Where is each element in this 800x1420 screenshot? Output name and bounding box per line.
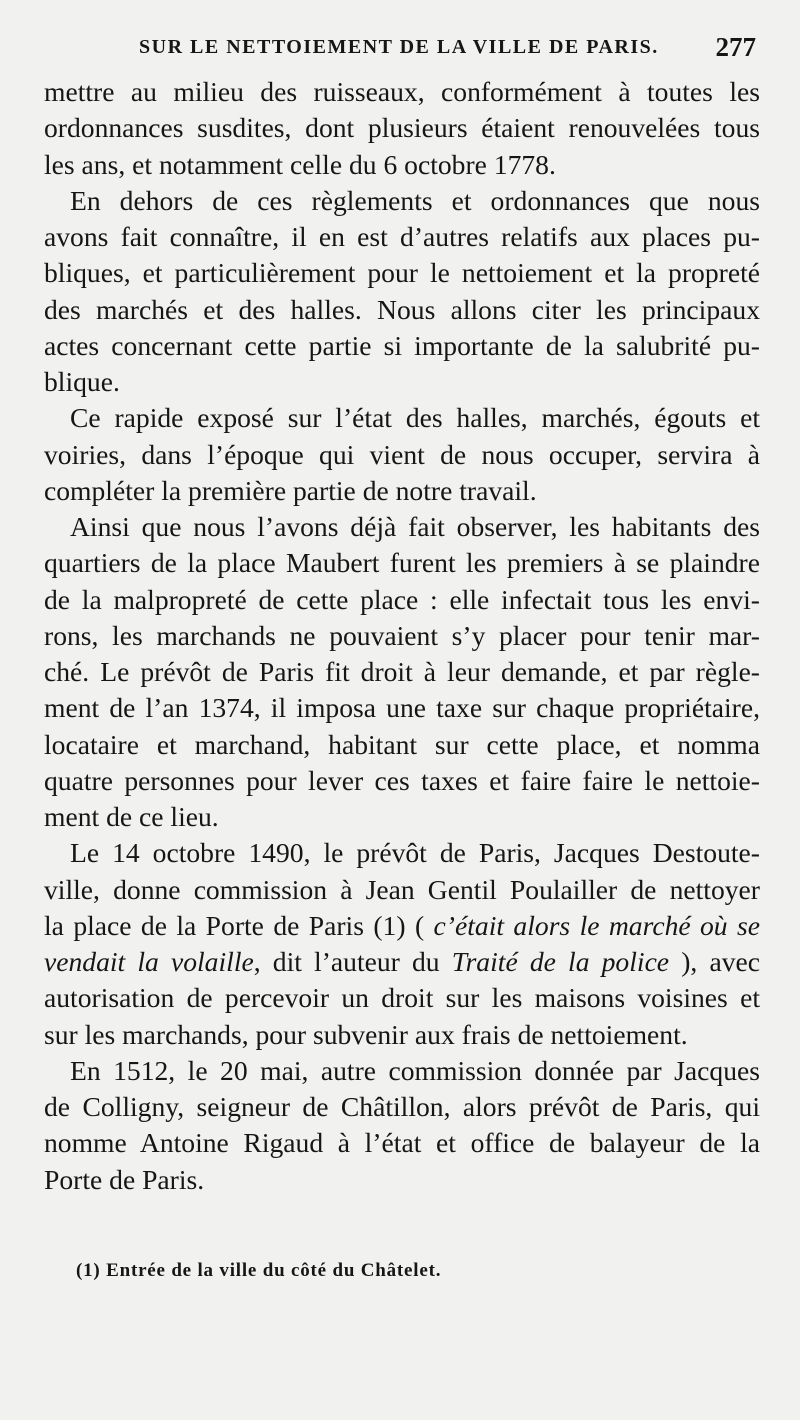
text-line: voiries, dans l’époque qui vient de nous occuper, servira à <box>44 438 760 470</box>
page-number: 277 <box>715 32 756 62</box>
text-line: ché. Le prévôt de Paris fit droit à leur demande, et par règle- <box>44 656 760 687</box>
text-line: mettre au milieu des ruisseaux, conformément à toutes les <box>44 76 760 107</box>
text-line: des marchés et des halles. Nous allons citer les principaux <box>44 293 760 325</box>
text-run: , dit l’auteur du <box>253 946 452 977</box>
text-line <box>44 908 760 944</box>
text-line: avons fait connaître, il en est d’autres relatifs aux places pu- <box>44 221 760 252</box>
text-line: actes concernant cette partie si importante de la salubrité pu- <box>44 329 760 361</box>
text-run: ), avec <box>669 946 760 977</box>
footnote: (1) Entrée de la ville du côté du Châtelet. <box>76 1260 442 1281</box>
text-line: Ainsi que nous l’avons déjà fait observer, les habitants des <box>70 511 760 542</box>
text-line: de Colligny, seigneur de Châtillon, alors prévôt de Paris, qui <box>44 1091 760 1122</box>
page-header <box>44 32 758 68</box>
text-line: blique. <box>44 366 120 397</box>
book-title: Traité de la police <box>451 946 670 977</box>
italic-quote: c’était alors le marché où se <box>433 909 760 941</box>
text-line: En dehors de ces règlements et ordonnances que nous <box>70 184 760 216</box>
text-line: nomme Antoine Rigaud à l’état et office de balayeur de la <box>44 1127 760 1159</box>
text-line: ordonnances susdites, dont plusieurs étaient renouvelées tous <box>44 112 760 144</box>
running-head: SUR LE NETTOIEMENT DE LA VILLE DE PARIS. <box>139 36 659 58</box>
text-line: Le 14 octobre 1490, le prévôt de Paris, Jacques Destoute- <box>70 837 760 869</box>
text-line: de la malpropreté de cette place : elle infectait tous les envi- <box>44 583 760 615</box>
text-line <box>44 944 760 980</box>
text-line: quatre personnes pour lever ces taxes et faire faire le nettoie- <box>44 764 760 796</box>
italic-quote: vendait la volaille <box>44 946 254 977</box>
text-line: Ce rapide exposé sur l’état des halles, marchés, égouts et <box>70 402 760 434</box>
body-text <box>44 74 760 1198</box>
text-line: autorisation de percevoir un droit sur les maisons voisines et <box>44 982 760 1014</box>
text-line: compléter la première partie de notre travail. <box>44 474 537 506</box>
text-line: ville, donne commission à Jean Gentil Poulailler de nettoyer <box>44 873 760 905</box>
text-line: Porte de Paris. <box>44 1163 205 1195</box>
text-line: ment de ce lieu. <box>44 801 219 832</box>
text-line: locataire et marchand, habitant sur cette place, et nomma <box>44 728 760 760</box>
text-line: rons, les marchands ne pouvaient s’y placer pour tenir mar- <box>44 619 760 651</box>
text-line: quartiers de la place Maubert furent les premiers à se plaindre <box>44 547 760 579</box>
text-line: ment de l’an 1374, il imposa une taxe sur chaque propriétaire, <box>44 692 760 724</box>
text-run: la place de la Porte de Paris (1) ( <box>44 909 434 941</box>
text-line: En 1512, le 20 mai, autre commission donnée par Jacques <box>70 1054 760 1086</box>
text-line: les ans, et notamment celle du 6 octobre 1778. <box>44 148 556 180</box>
text-line: bliques, et particulièrement pour le nettoiement et la propreté <box>44 257 760 289</box>
text-line: sur les marchands, pour subvenir aux frais de nettoiement. <box>44 1018 688 1050</box>
